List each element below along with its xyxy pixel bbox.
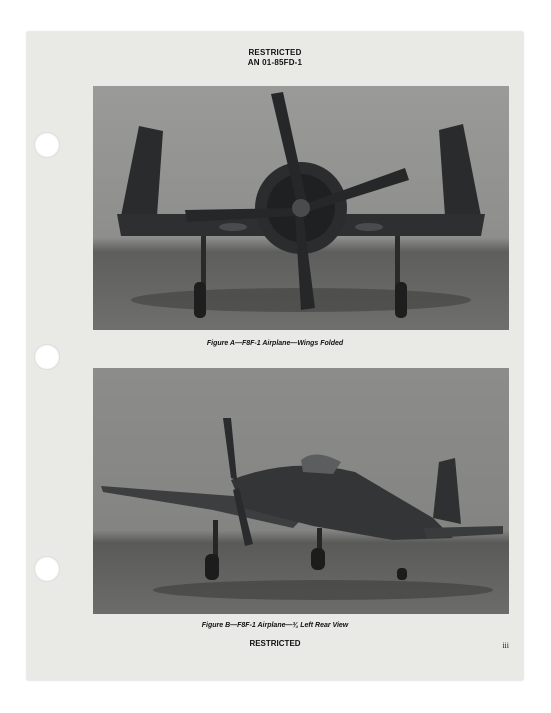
page-number: iii [502,641,509,650]
binder-hole [34,344,60,370]
figure-a-photo [93,86,509,330]
page-header [27,48,523,68]
header-classification: RESTRICTED [248,48,302,57]
figure-b-caption: Figure B—F8F-1 Airplane—¾ Left Rear View [201,622,349,629]
figure-b-photo [93,368,509,614]
header-doc-number: AN 01-85FD-1 [247,58,303,67]
binder-hole [34,556,60,582]
document-page [27,32,523,680]
binder-hole [34,132,60,158]
footer-classification: RESTRICTED [249,639,301,648]
figure-a-caption: Figure A—F8F-1 Airplane—Wings Folded [206,340,344,347]
